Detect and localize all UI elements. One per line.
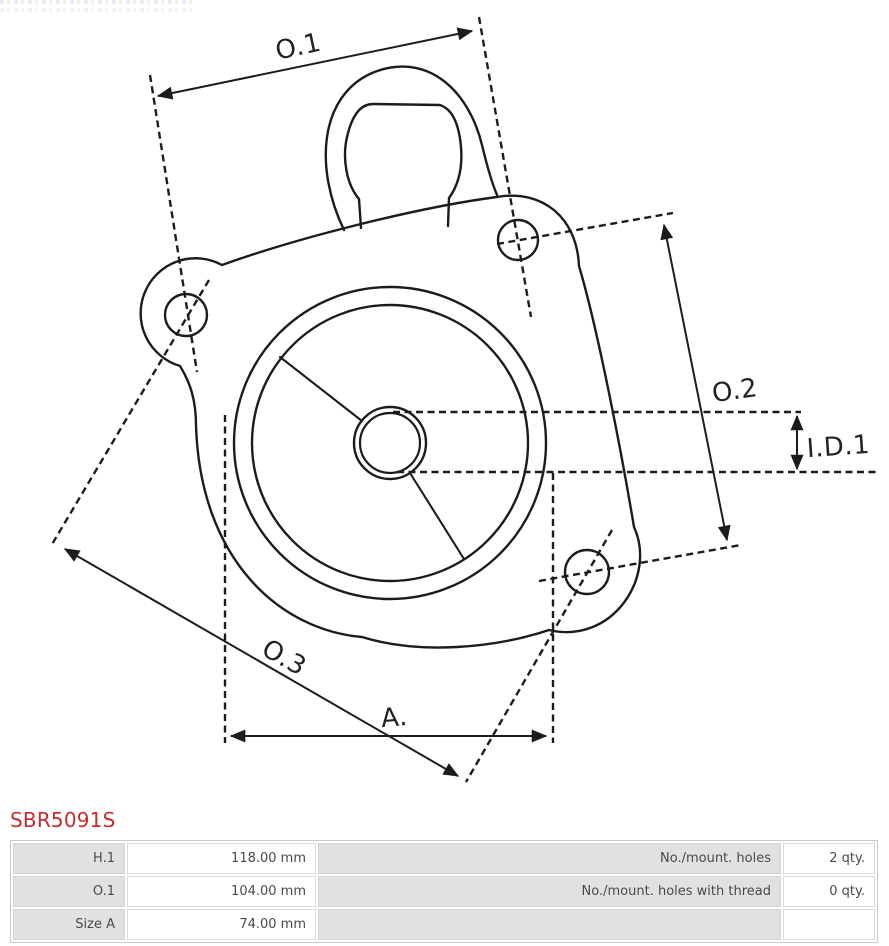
inner-circle <box>252 305 528 581</box>
mounting-hole-top-right <box>498 220 538 260</box>
spec-attr-label <box>318 909 781 940</box>
spec-attr-label: No./mount. holes <box>318 843 781 874</box>
mounting-hole-left <box>165 294 207 336</box>
hub-inner-circle <box>360 413 420 473</box>
spec-attr-label: No./mount. holes with thread <box>318 876 781 907</box>
section-line-lower <box>410 473 464 559</box>
spec-dim-value: 104.00 mm <box>127 876 316 907</box>
part-number-heading: SBR5091S <box>10 808 116 832</box>
extension-line-o3-right <box>466 530 612 782</box>
spec-dim-label: Size A <box>13 909 125 940</box>
extension-line-o1-left <box>150 75 197 372</box>
dimension-label-id1: I.D.1 <box>805 429 872 465</box>
spec-dim-label: O.1 <box>13 876 125 907</box>
extension-line-o2-top <box>497 213 673 244</box>
spec-attr-value: 2 qty. <box>783 843 875 874</box>
outer-circle <box>234 287 546 599</box>
dimension-label-o1: O.1 <box>272 27 324 67</box>
spec-dim-label: H.1 <box>13 843 125 874</box>
dimension-label-o2: O.2 <box>710 373 760 410</box>
tower-inner-contour <box>345 104 461 228</box>
spec-attr-value: 0 qty. <box>783 876 875 907</box>
section-line-upper <box>280 357 362 421</box>
dimension-label-a: A. <box>379 701 409 735</box>
extension-line-o3-left <box>51 280 209 546</box>
spec-attr-value <box>783 909 875 940</box>
spec-dim-value: 118.00 mm <box>127 843 316 874</box>
spec-table <box>10 840 878 943</box>
tower-outer-contour <box>326 67 497 230</box>
spec-dim-value: 74.00 mm <box>127 909 316 940</box>
dimension-label-o3: O.3 <box>256 633 312 683</box>
hub-outer-circle <box>354 407 426 479</box>
